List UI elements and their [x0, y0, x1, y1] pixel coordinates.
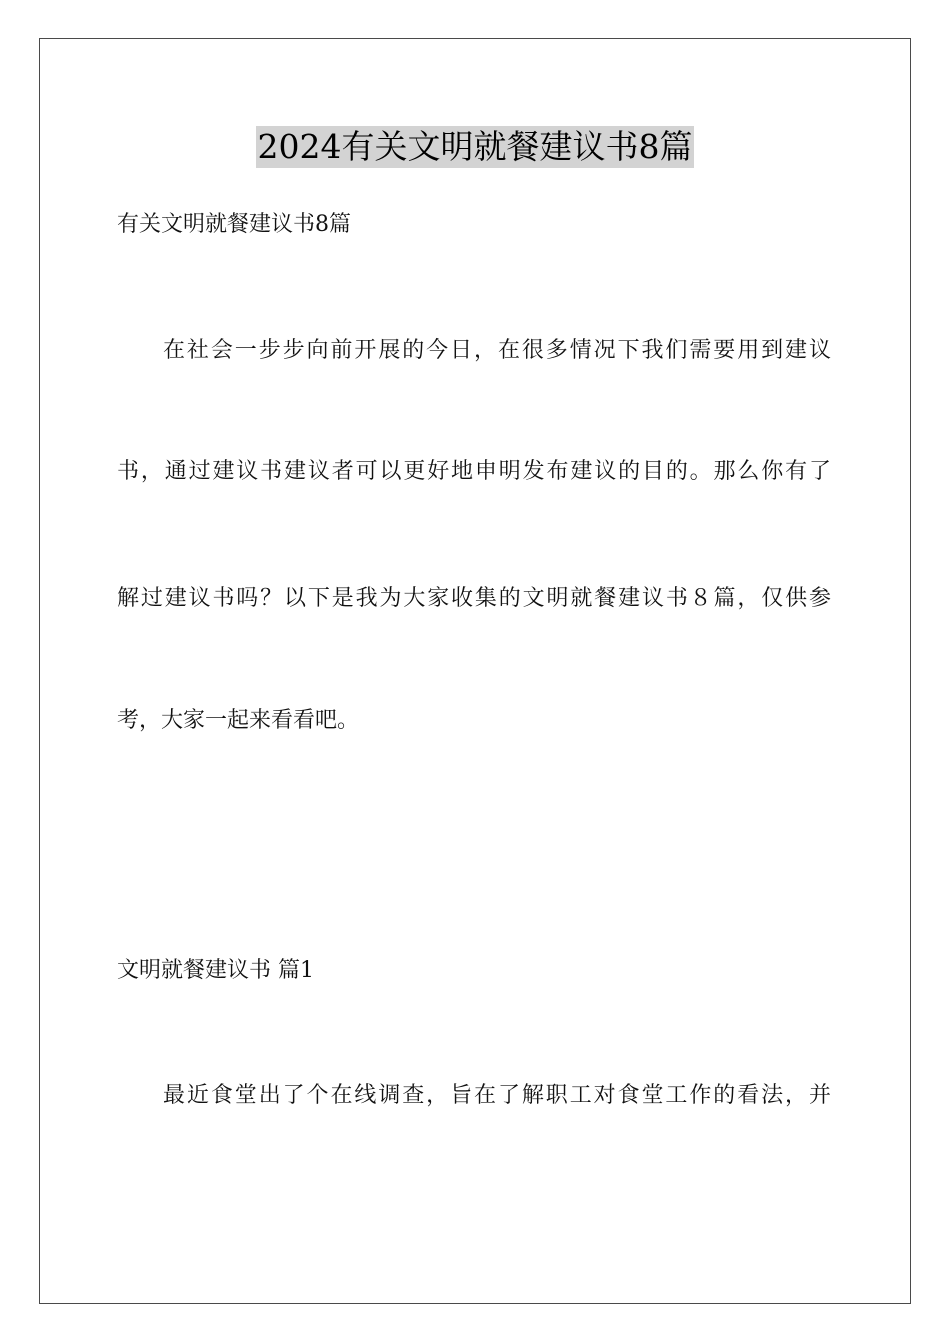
- document-subtitle: 有关文明就餐建议书8篇: [117, 212, 351, 237]
- section-heading: 文明就餐建议书 篇1: [117, 958, 314, 983]
- intro-line-3: 解过建议书吗？以下是我为大家收集的文明就餐建议书８篇，仅供参: [117, 586, 831, 611]
- title-container: [0, 126, 950, 168]
- document-title: 2024有关文明就餐建议书8篇: [257, 127, 693, 166]
- intro-line-1: 在社会一步步向前开展的今日，在很多情况下我们需要用到建议: [163, 338, 831, 363]
- intro-line-2: 书，通过建议书建议者可以更好地申明发布建议的目的。那么你有了: [117, 459, 831, 484]
- section-line-1: 最近食堂出了个在线调查，旨在了解职工对食堂工作的看法，并: [163, 1083, 831, 1108]
- intro-line-4: 考，大家一起来看看吧。: [117, 708, 360, 733]
